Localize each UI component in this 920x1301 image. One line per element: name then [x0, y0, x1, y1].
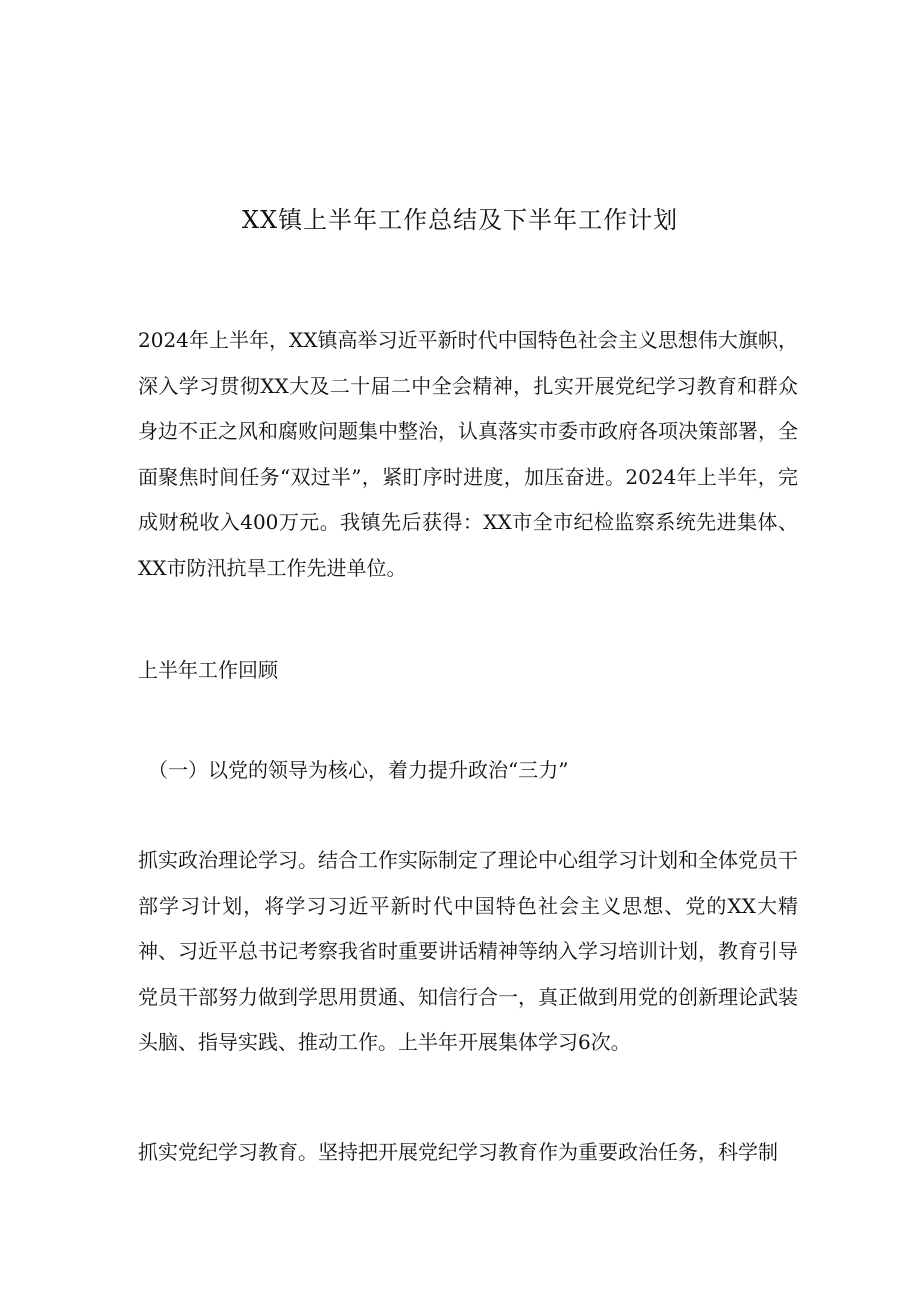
document-title: XX镇上半年工作总结及下半年工作计划 [241, 206, 679, 234]
discipline-education-paragraph: 抓实党纪学习教育。坚持把开展党纪学习教育作为重要政治任务，科学制 [138, 1140, 778, 1164]
section-heading: 上半年工作回顾 [138, 658, 278, 682]
subsection-heading: （一）以党的领导为核心，着力提升政治“三力” [148, 758, 569, 782]
theory-study-paragraph: 抓实政治理论学习。结合工作实际制定了理论中心组学习计划和全体党员干部学习计划，将学习习近平新时代中国特色社会主义思想、党的XX大精神、习近平总书记考察我省时重要讲话精神等纳入学习培训计划，教育引导党员干部努力做到学思用贯通、知信行合一，真正做到用党的创新理论武装头脑、指导实践、推动工作。上半年开展集体学习6次。 [138, 848, 798, 1054]
intro-paragraph: 2024年上半年，XX镇高举习近平新时代中国特色社会主义思想伟大旗帜，深入学习贯彻XX大及二十届二中全会精神，扎实开展党纪学习教育和群众身边不正之风和腐败问题集中整治，认真落实市委市政府各项决策部署，全面聚焦时间任务“双过半”，紧盯序时进度，加压奋进。2024年上半年，完成财税收入400万元。我镇先后获得：XX市全市纪检监察系统先进集体、XX市防汛抗旱工作先进单位。 [138, 328, 798, 580]
